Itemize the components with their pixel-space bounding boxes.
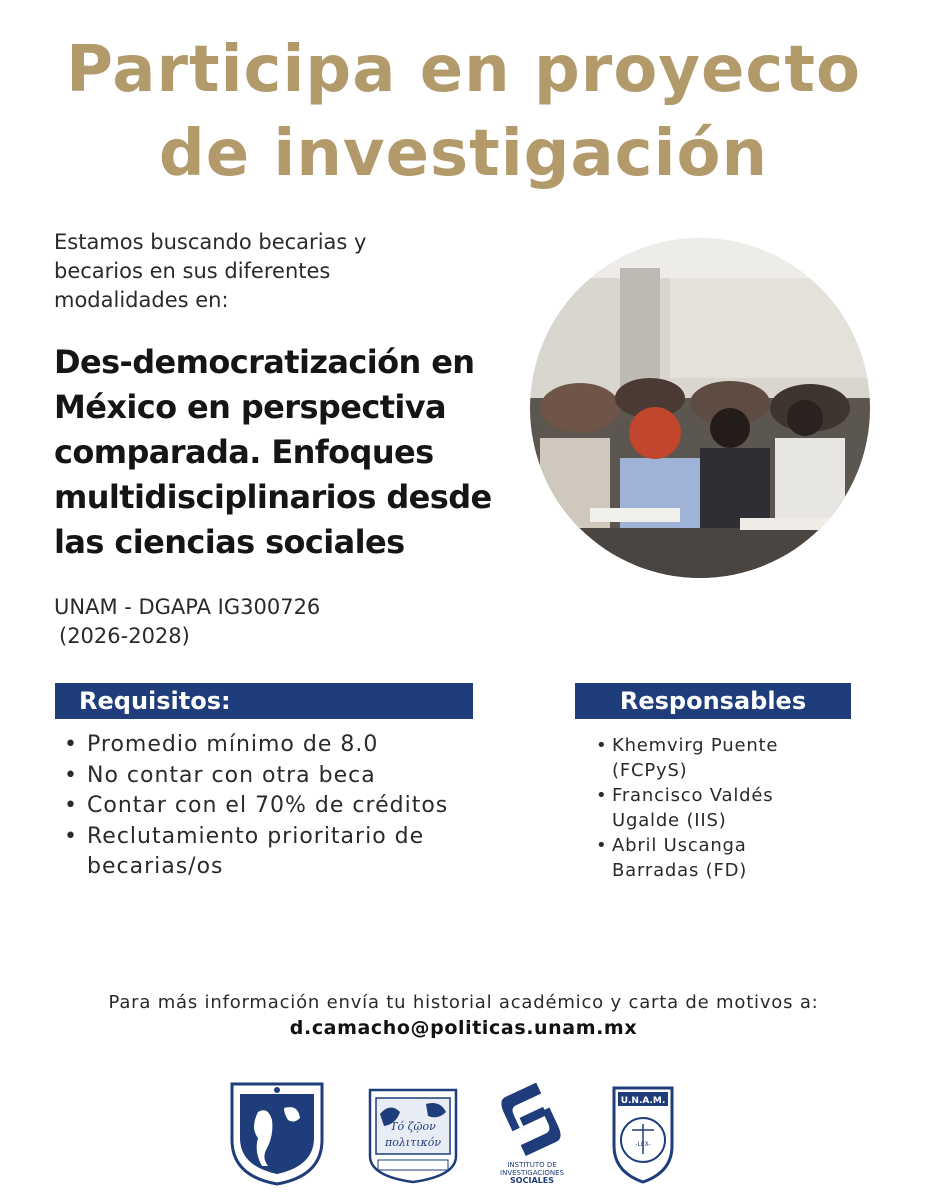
intro-line: modalidades en: <box>54 288 229 312</box>
grant-code: UNAM - DGAPA IG300726 <box>54 595 321 619</box>
list-item: • No contar con otra beca <box>62 761 502 792</box>
project-title-line: las ciencias sociales <box>54 523 405 561</box>
project-title-line: multidisciplinarios desde <box>54 478 492 516</box>
fd-top-text: U.N.A.M. <box>620 1096 666 1106</box>
project-title <box>54 340 524 565</box>
iis-logo <box>500 1082 564 1158</box>
iis-logo-text: INSTITUTO DE INVESTIGACIONES SOCIALES <box>500 1161 564 1185</box>
fcpys-motto-1: Τό ζῷον <box>390 1120 436 1133</box>
fd-center-text: -LEX- <box>635 1141 651 1148</box>
intro-line: becarios en sus diferentes <box>54 259 331 283</box>
page-title <box>0 28 927 196</box>
responsables-heading: Responsables <box>575 683 851 719</box>
project-title-line: Des-democratización en <box>54 343 475 381</box>
list-item: • Promedio mínimo de 8.0 <box>62 730 502 761</box>
title-line-1: Participa en proyecto <box>66 33 861 107</box>
unam-logo <box>228 1080 326 1186</box>
title-line-2: de investigación <box>158 117 769 191</box>
grant-info <box>54 593 454 651</box>
students-photo <box>530 238 870 578</box>
project-title-line: comparada. Enfoques <box>54 433 434 471</box>
requisitos-heading: Requisitos: <box>55 683 473 719</box>
project-title-line: México en perspectiva <box>54 388 447 426</box>
intro-line: Estamos buscando becarias y <box>54 230 367 254</box>
contact-info-text: Para más información envía tu historial académico y carta de motivos a: <box>108 992 819 1013</box>
list-item: • Abril Uscanga Barradas (FD) <box>596 833 836 883</box>
fcpys-motto-2: πολιτικόν <box>384 1136 442 1149</box>
list-item: • Khemvirg Puente (FCPyS) <box>596 733 836 783</box>
list-item: • Contar con el 70% de créditos <box>62 791 502 822</box>
contact-email[interactable]: d.camacho@politicas.unam.mx <box>289 1017 638 1039</box>
responsables-list <box>596 733 836 883</box>
list-item: • Reclutamiento prioritario de becarias/os <box>62 822 502 883</box>
fcpys-logo <box>366 1084 460 1186</box>
grant-period: (2026-2028) <box>59 624 190 648</box>
list-item: • Francisco Valdés Ugalde (IIS) <box>596 783 836 833</box>
intro-text <box>54 228 454 315</box>
requisitos-list <box>62 730 502 883</box>
fd-logo <box>610 1084 676 1184</box>
